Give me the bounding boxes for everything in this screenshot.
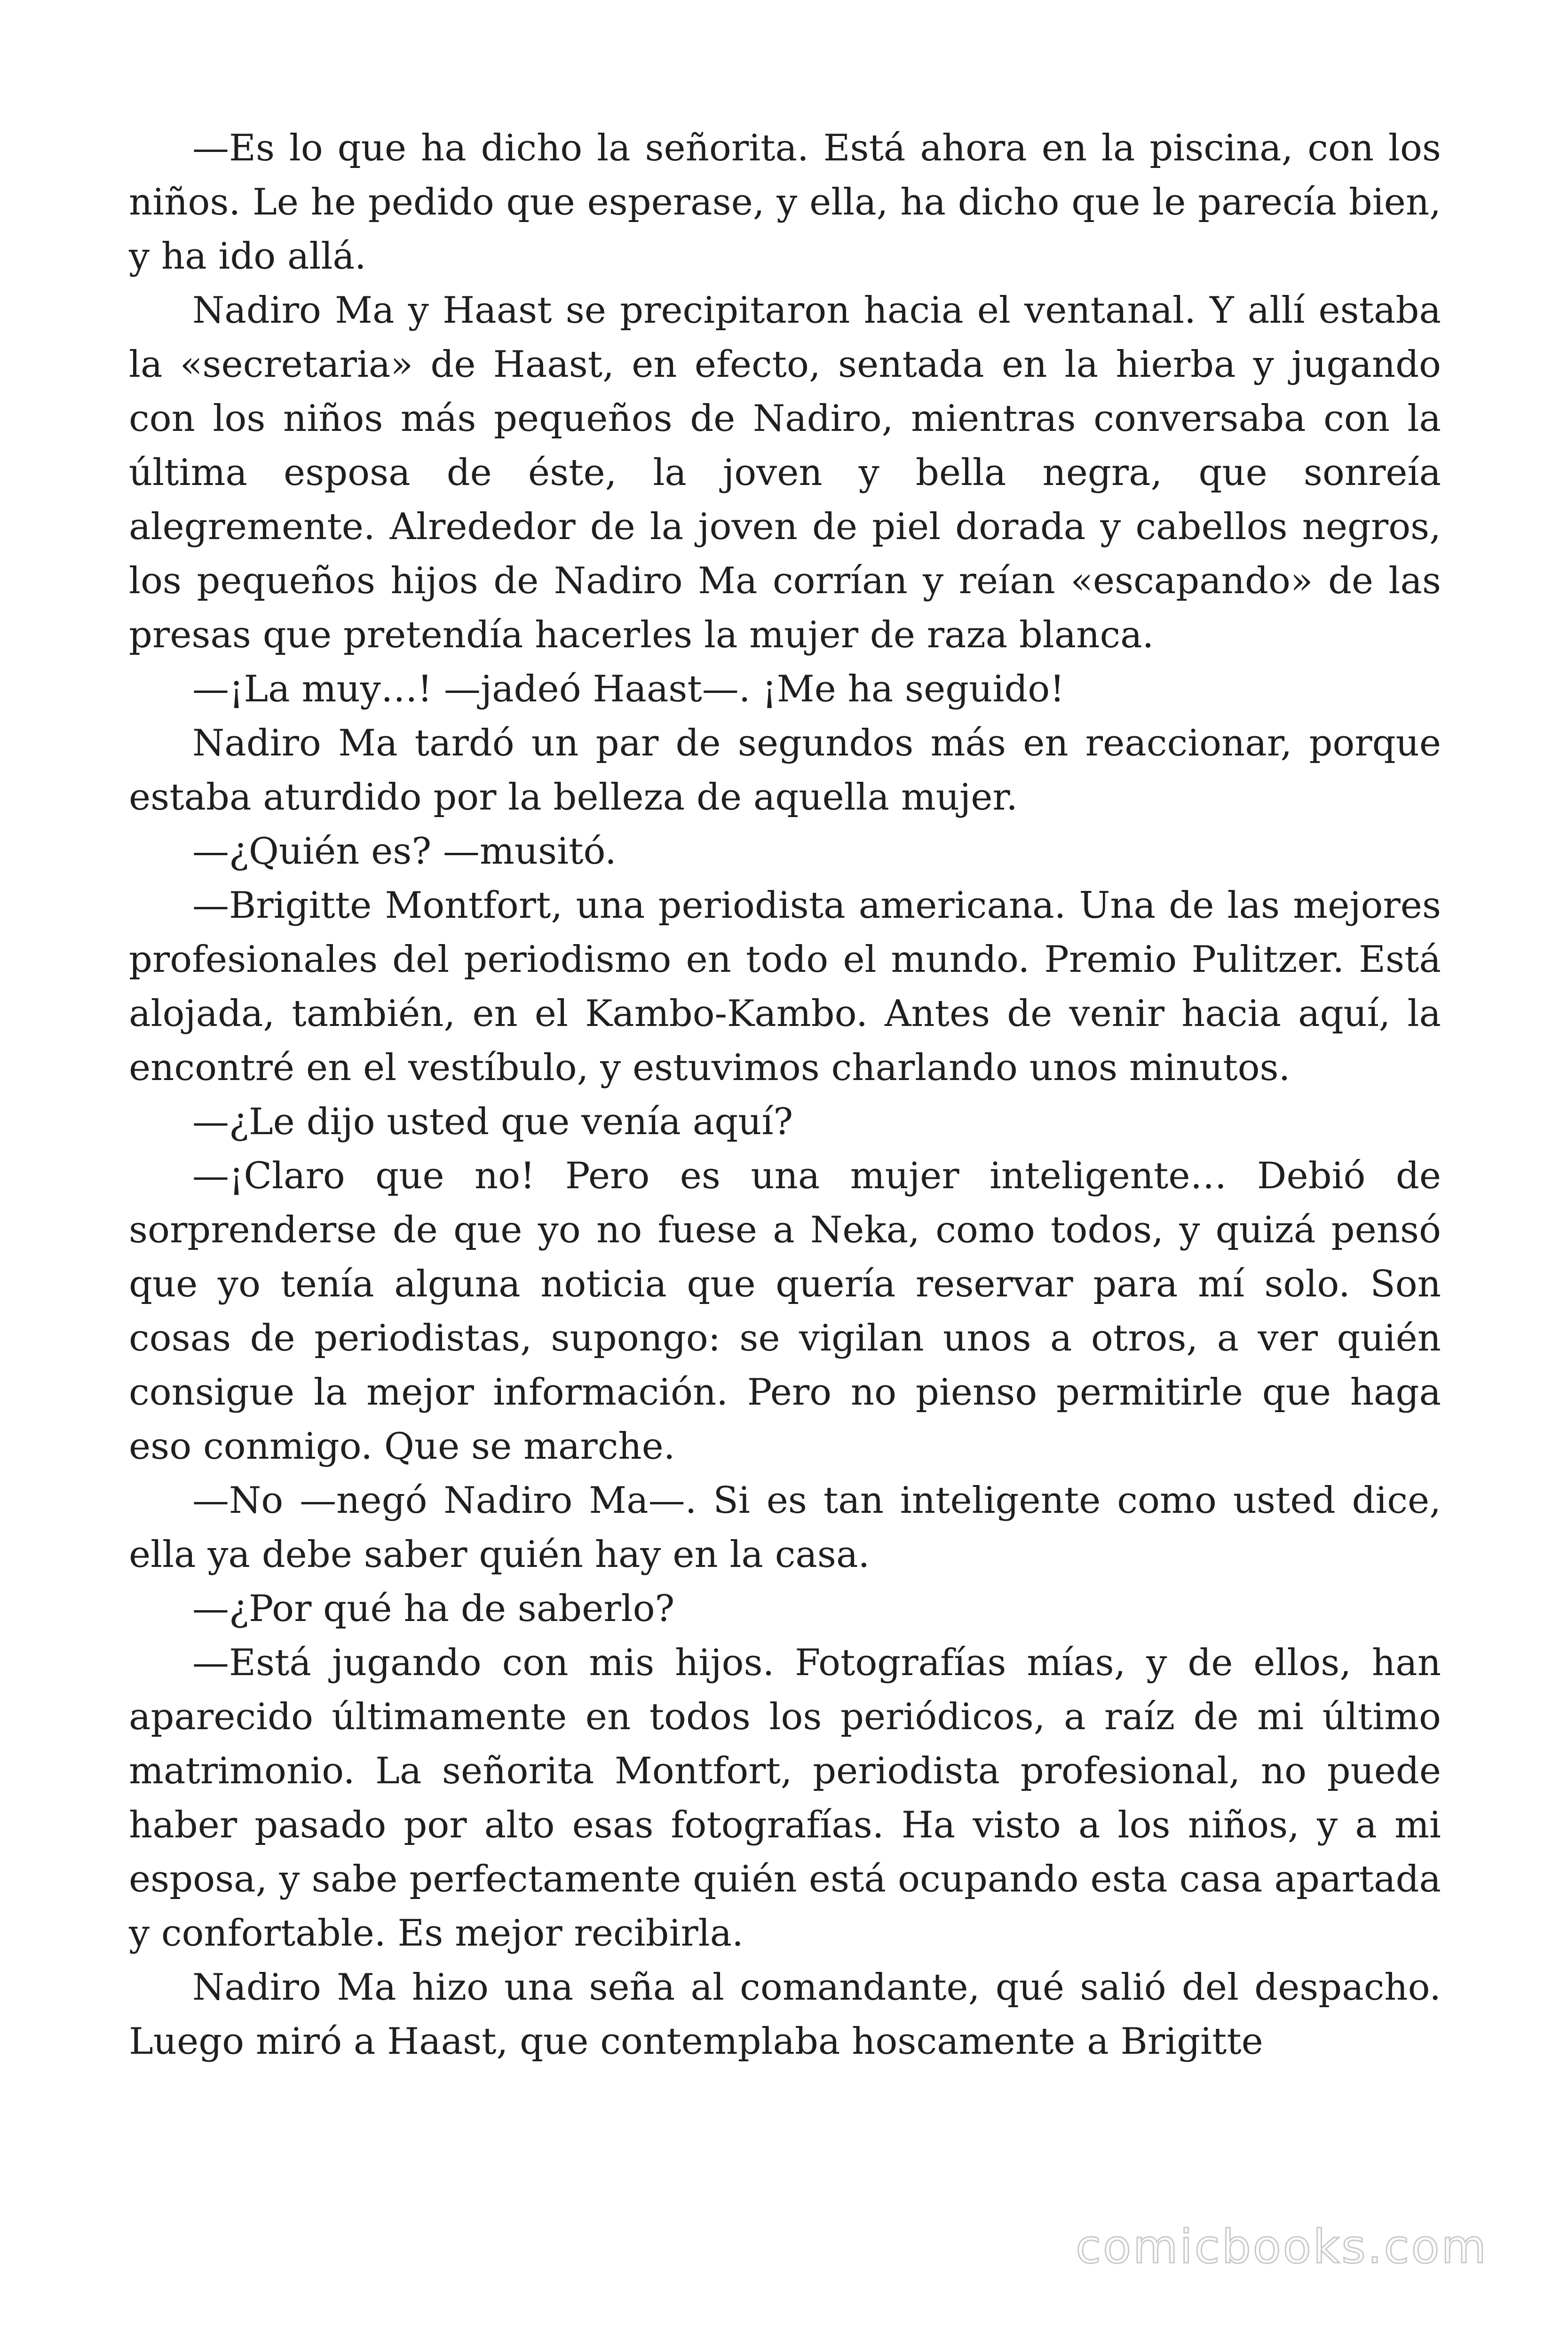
paragraph-6: —Brigitte Montfort, una periodista americana. Una de las mejores profesionales del periodismo en todo el mundo. Premio Pulitzer. Está alojada, también, en el Kambo-Kambo. Antes de venir hacia aquí, la encontré en el vestíbulo, y estuvimos charlando unos minutos. — [129, 884, 1441, 1089]
paragraph-3: —¡La muy…! —jadeó Haast—. ¡Me ha seguido! — [192, 668, 1065, 710]
body-text — [129, 121, 1441, 2069]
paragraph-5: —¿Quién es? —musitó. — [192, 830, 617, 873]
paragraph-1: —Es lo que ha dicho la señorita. Está ahora en la piscina, con los niños. Le he pedido que esperase, y ella, ha dicho que le parecía bien, y ha ido allá. — [129, 127, 1441, 278]
paragraph-8: —¡Claro que no! Pero es una mujer inteligente… Debió de sorprenderse de que yo no fuese a Neka, como todos, y quizá pensó que yo tenía alguna noticia que quería reservar para mí solo. Son cosas de periodistas, supongo: se vigilan unos a otros, a ver quién consigue la mejor información. Pero no pienso permitirle que haga eso conmigo. Que se marche. — [129, 1155, 1441, 1468]
paragraph-10: —¿Por qué ha de saberlo? — [192, 1588, 675, 1630]
paragraph-9: —No —negó Nadiro Ma—. Si es tan inteligente como usted dice, ella ya debe saber quién hay en la casa. — [129, 1479, 1441, 1576]
paragraph-4: Nadiro Ma tardó un par de segundos más en reaccionar, porque estaba aturdido por la belleza de aquella mujer. — [129, 722, 1441, 818]
paragraph-12: Nadiro Ma hizo una seña al comandante, qué salió del despacho. Luego miró a Haast, que contemplaba hoscamente a Brigitte — [129, 1966, 1441, 2063]
paragraph-11: —Está jugando con mis hijos. Fotografías mías, y de ellos, han aparecido últimamente en todos los periódicos, a raíz de mi último matrimonio. La señorita Montfort, periodista profesional, no puede haber pasado por alto esas fotografías. Ha visto a los niños, y a mi esposa, y sabe perfectamente quién está ocupando esta casa apartada y confortable. Es mejor recibirla. — [129, 1642, 1441, 1955]
paragraph-2: Nadiro Ma y Haast se precipitaron hacia el ventanal. Y allí estaba la «secretaria» de Haast, en efecto, sentada en la hierba y jugando con los niños más pequeños de Nadiro, mientras conversaba con la última esposa de éste, la joven y bella negra, que sonreía alegremente. Alrededor de la joven de piel dorada y cabellos negros, los pequeños hijos de Nadiro Ma corrían y reían «escapando» de las presas que pretendía hacerles la mujer de raza blanca. — [129, 289, 1441, 656]
paragraph-7: —¿Le dijo usted que venía aquí? — [192, 1101, 793, 1143]
watermark: comicbooks.com — [1076, 2220, 1488, 2274]
